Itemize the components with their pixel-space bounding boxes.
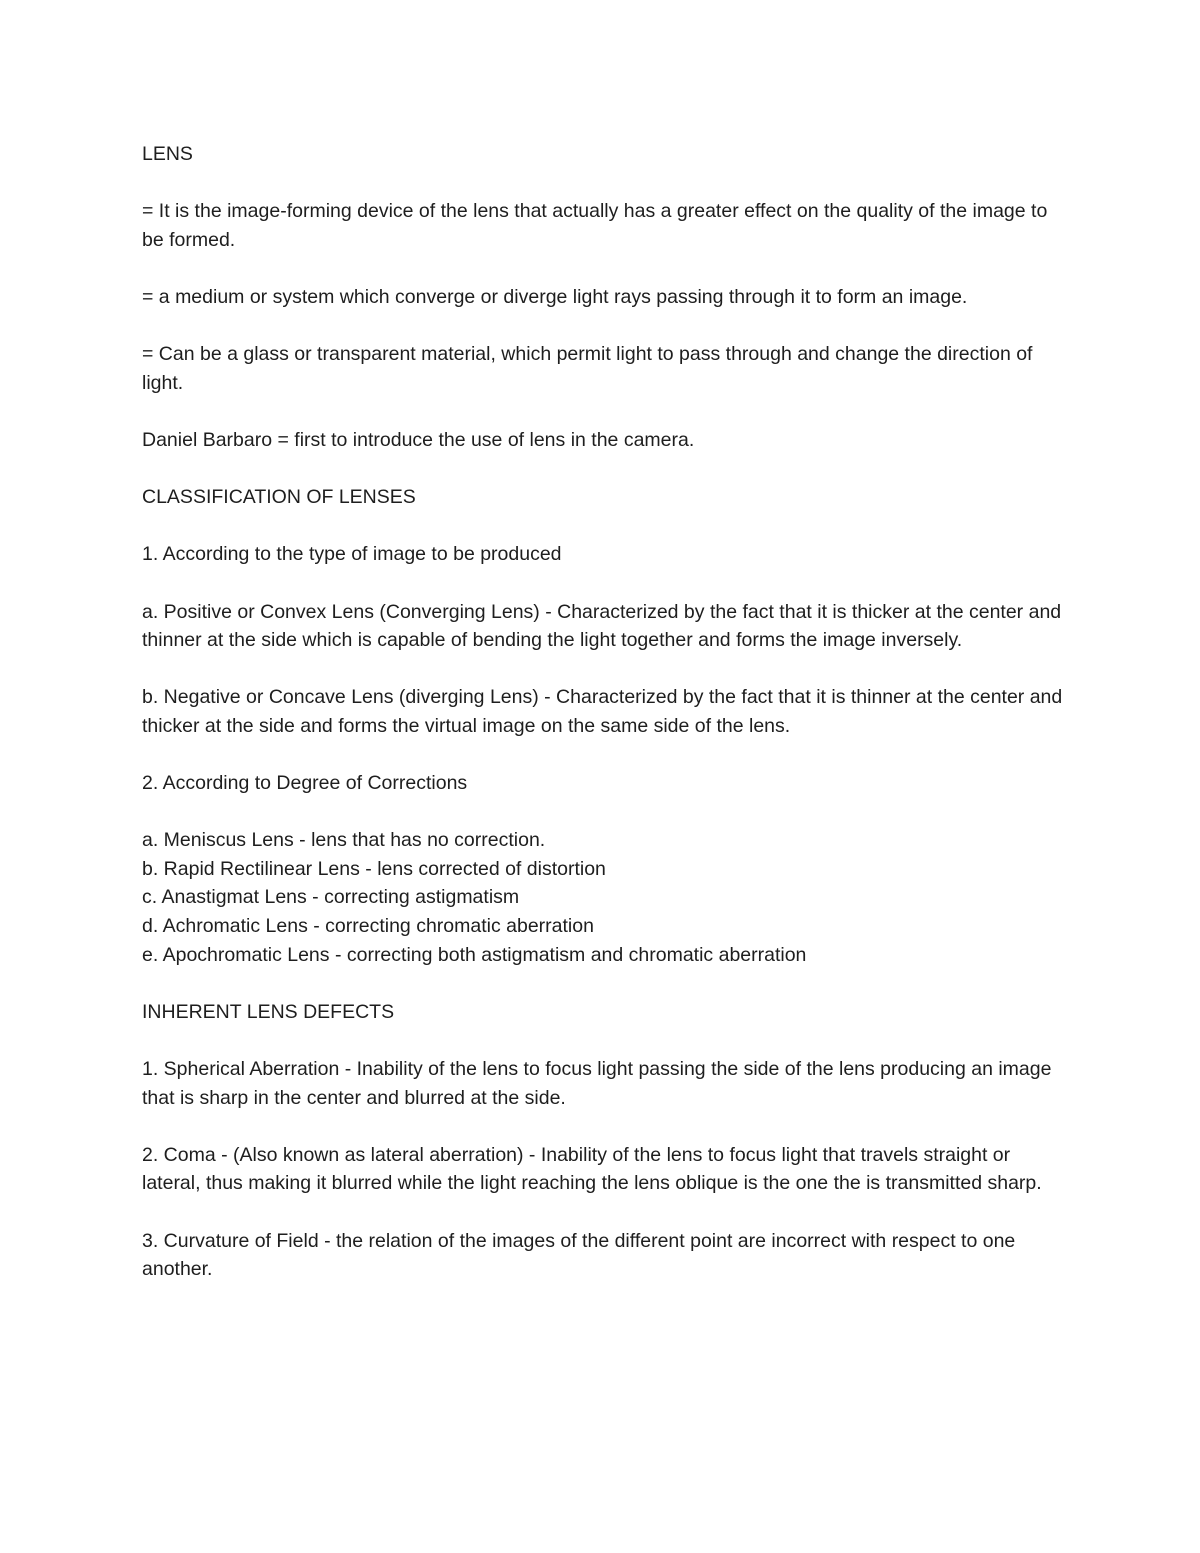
concave-lens-item: b. Negative or Concave Lens (diverging Lens) - Characterized by the fact that it is thinner at the center and thicker at the side and forms the virtual image on the same side of the lens. <box>142 686 1063 737</box>
defect-coma: 2. Coma - (Also known as lateral aberration) - Inability of the lens to focus light that travels straight or lateral, thus making it blurred while the light reaching the lens oblique is the one the is transmitted sharp. <box>142 1143 1042 1195</box>
by-correction-heading: 2. According to Degree of Corrections <box>142 772 468 795</box>
document-page <box>142 140 1067 1312</box>
defect-spherical-aberration: 1. Spherical Aberration - Inability of the lens to focus light passing the side of the lens producing an image that is sharp in the center and blurred at the side. <box>142 1058 1052 1109</box>
document-title: LENS <box>142 143 193 165</box>
defects-heading: INHERENT LENS DEFECTS <box>142 1000 395 1023</box>
classification-heading: CLASSIFICATION OF LENSES <box>142 486 416 509</box>
by-image-heading: 1. According to the type of image to be produced <box>142 543 562 566</box>
correction-item-achromatic: d. Achromatic Lens - correcting chromatic aberration <box>142 915 594 938</box>
correction-item-meniscus: a. Meniscus Lens - lens that has no correction. <box>142 829 546 852</box>
correction-item-apochromatic: e. Apochromatic Lens - correcting both astigmatism and chromatic aberration <box>142 943 807 966</box>
definition-1: = It is the image-forming device of the lens that actually has a greater effect on the quality of the image to be formed. <box>142 200 1048 251</box>
convex-lens-item: a. Positive or Convex Lens (Converging Lens) - Characterized by the fact that it is thicker at the center and thinner at the side which is capable of bending the light together and forms the image inversely. <box>142 600 1062 652</box>
correction-item-anastigmat: c. Anastigmat Lens - correcting astigmatism <box>142 886 520 909</box>
definition-2: = a medium or system which converge or diverge light rays passing through it to form an image. <box>142 285 968 308</box>
correction-item-rapid-rectilinear: b. Rapid Rectilinear Lens - lens corrected of distortion <box>142 857 606 880</box>
defect-curvature-of-field: 3. Curvature of Field - the relation of the images of the different point are incorrect with respect to one another. <box>142 1229 1016 1281</box>
history-note: Daniel Barbaro = first to introduce the use of lens in the camera. <box>142 428 695 451</box>
definition-3: = Can be a glass or transparent material, which permit light to pass through and change the direction of light. <box>142 343 1033 394</box>
